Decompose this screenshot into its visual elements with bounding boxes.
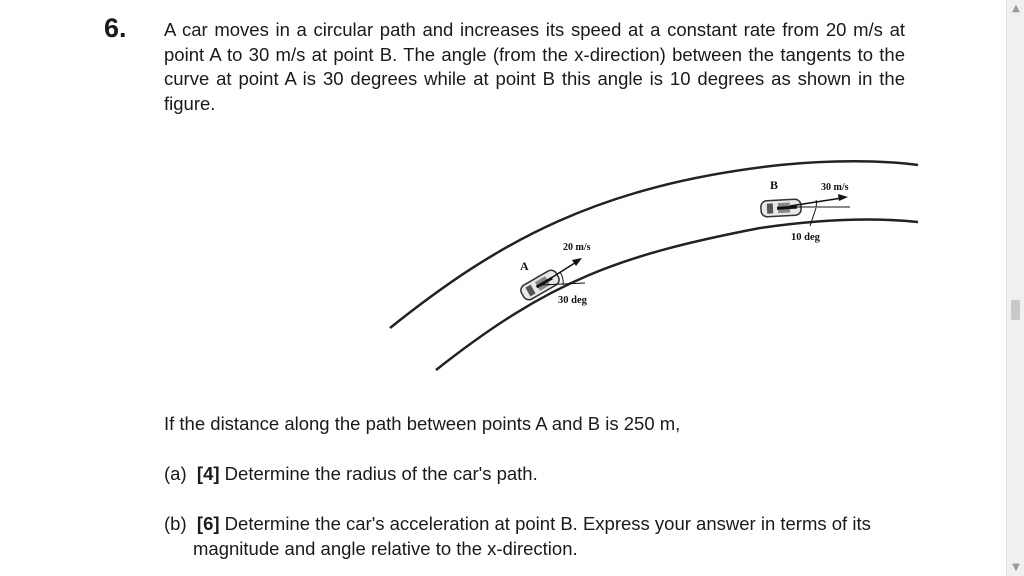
question-intro: A car moves in a circular path and increases its speed at a constant rate from 20 m/s at point A to 30 m/s at point B. The angle (from the x-direction) between the tangents to the curve at point A is 30 degrees while at point B this angle is 10 degrees as shown in the figure. bbox=[164, 19, 905, 114]
speed-b-label: 30 m/s bbox=[821, 182, 849, 193]
vertical-scrollbar[interactable] bbox=[1006, 0, 1024, 576]
part-a-text: Determine the radius of the car's path. bbox=[224, 463, 538, 484]
part-a-points: [4] bbox=[196, 463, 220, 484]
part-a bbox=[164, 462, 905, 487]
part-b-points: [6] bbox=[196, 513, 220, 534]
angle-a-label: 30 deg bbox=[558, 295, 587, 306]
car-path-figure bbox=[380, 140, 920, 390]
part-b-label: (b) bbox=[164, 513, 187, 534]
velocity-arrowhead-a bbox=[572, 258, 582, 266]
scrollbar-thumb[interactable] bbox=[1011, 300, 1020, 320]
car-path-diagram bbox=[380, 140, 920, 390]
part-a-label: (a) bbox=[164, 463, 187, 484]
angle-arc-a bbox=[560, 272, 563, 285]
angle-leader-b bbox=[810, 208, 816, 226]
speed-a-label: 20 m/s bbox=[563, 242, 591, 253]
part-b-text: Determine the car's acceleration at point B. Express your answer in terms of its magnitude and angle relative to the x-direction. bbox=[193, 513, 871, 559]
angle-arc-b bbox=[816, 200, 817, 207]
inner-path-curve bbox=[436, 220, 918, 370]
point-b-label: B bbox=[770, 178, 779, 192]
question-number: 6. bbox=[104, 13, 127, 43]
car-b-icon bbox=[761, 199, 802, 217]
scroll-up-icon[interactable]: ▲ bbox=[1012, 3, 1020, 14]
angle-b-label: 10 deg bbox=[791, 232, 820, 243]
part-b bbox=[164, 512, 905, 561]
point-a-label: A bbox=[520, 259, 529, 273]
scroll-down-icon[interactable]: ▼ bbox=[1012, 562, 1020, 573]
distance-statement: If the distance along the path between points A and B is 250 m, bbox=[164, 413, 681, 434]
velocity-arrowhead-b bbox=[838, 194, 848, 201]
